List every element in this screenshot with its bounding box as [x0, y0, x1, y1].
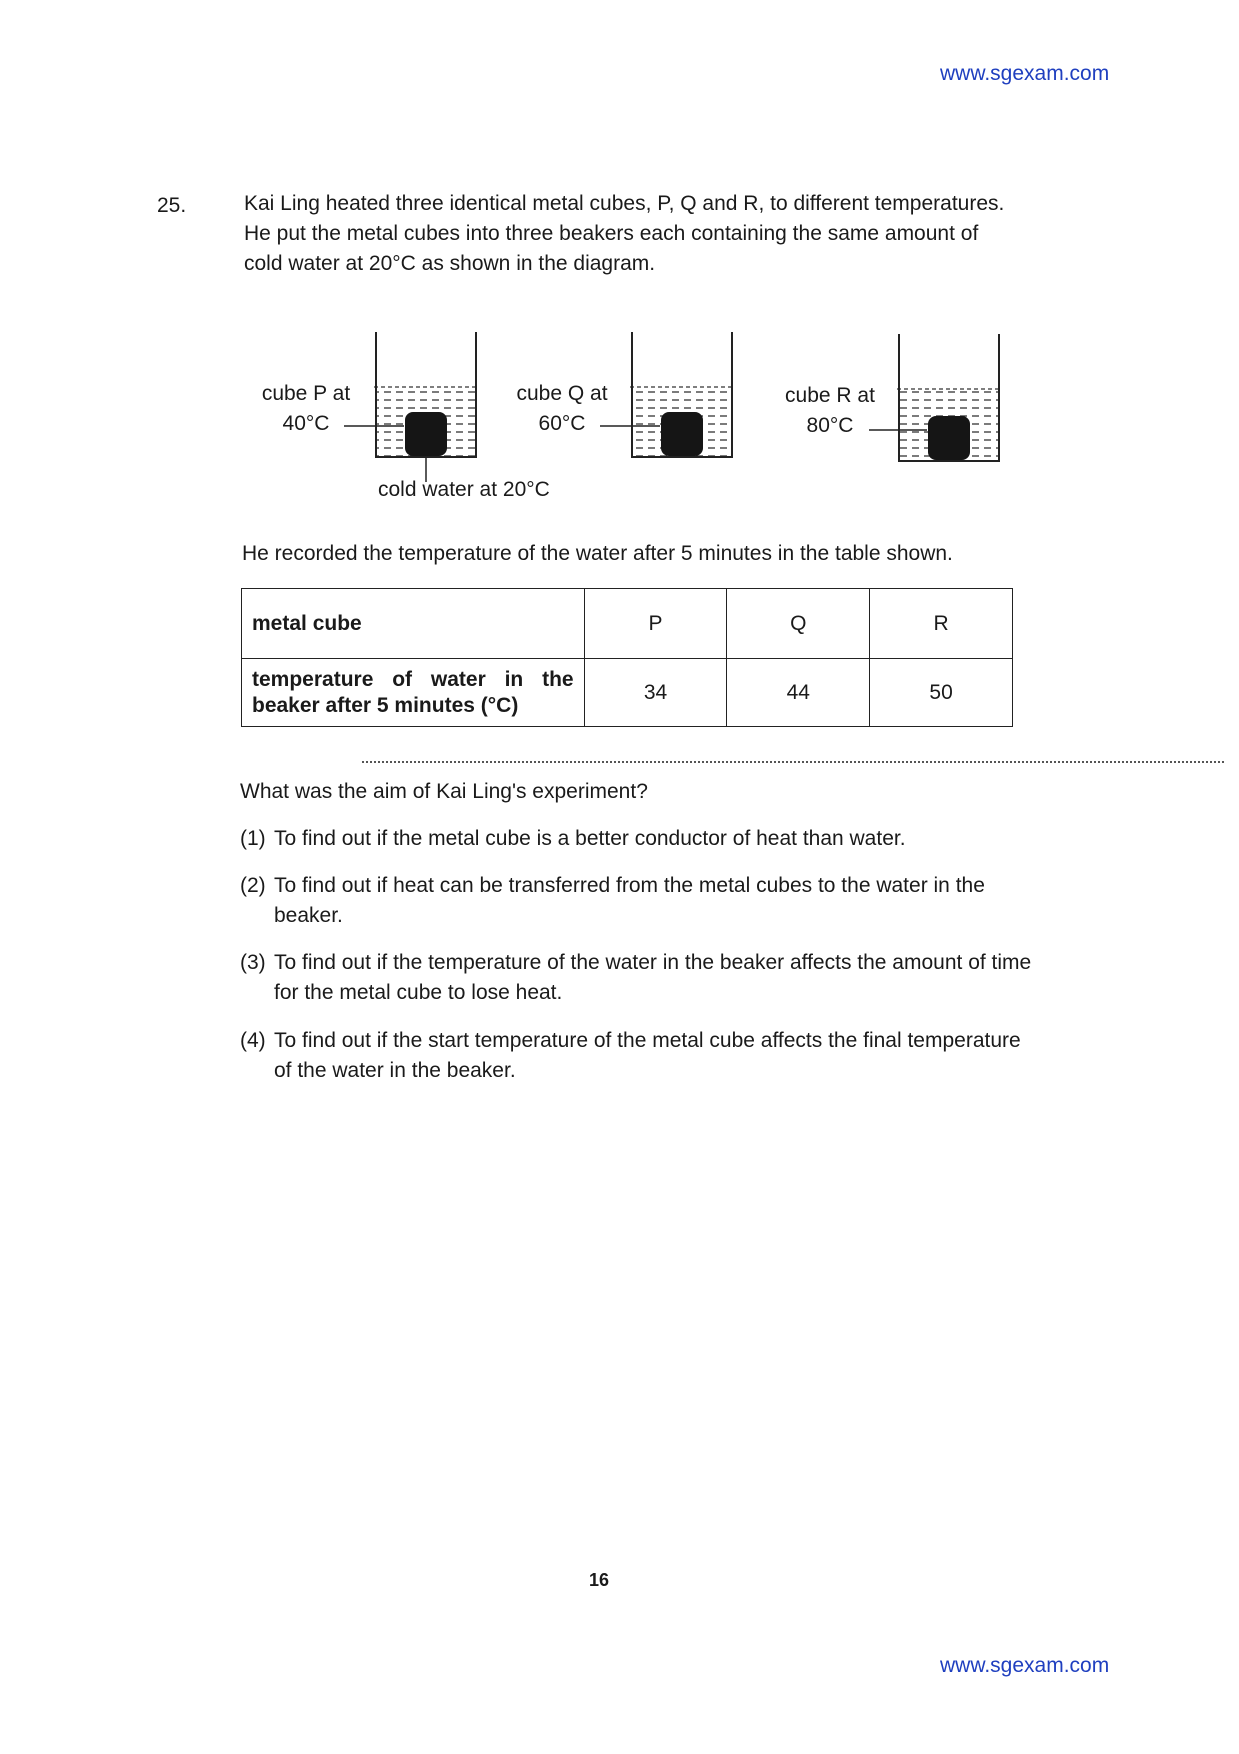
label-cube-r-line1: cube R at	[785, 384, 875, 407]
option-1[interactable]	[240, 824, 1060, 856]
option-3-number: (3)	[240, 951, 266, 974]
results-table	[241, 588, 1013, 727]
cell-cube-p: P	[584, 589, 727, 659]
row-header-temperature	[242, 659, 585, 727]
cube-q	[661, 412, 703, 456]
option-4-number: (4)	[240, 1029, 266, 1052]
option-4-text: To find out if the start temperature of the metal cube affects the final temperature of the water in the beaker.	[274, 1029, 1021, 1082]
beaker-r	[869, 334, 1001, 461]
question-line-2: He put the metal cubes into three beakers each containing the same amount of	[244, 222, 979, 245]
label-cube-q-line2: 60°C	[538, 412, 586, 435]
option-2-text: To find out if heat can be transferred from the metal cubes to the water in the beaker.	[274, 874, 985, 927]
beakers-diagram	[0, 300, 1239, 530]
option-1-text: To find out if the metal cube is a better conductor of heat than water.	[274, 827, 906, 850]
row-header-metal-cube: metal cube	[242, 589, 585, 659]
label-cube-r	[780, 381, 880, 441]
cell-temp-q: 44	[727, 659, 870, 727]
footer-site-link[interactable]: www.sgexam.com	[940, 1654, 1110, 1677]
page-number: 16	[589, 1570, 610, 1590]
question-text	[244, 189, 1074, 279]
label-cube-p	[256, 379, 356, 439]
label-cube-p-line2: 40°C	[282, 412, 330, 435]
cube-p	[405, 412, 447, 456]
label-cube-q	[512, 379, 612, 439]
option-1-number: (1)	[240, 827, 266, 850]
label-cube-r-line2: 80°C	[806, 414, 854, 437]
beaker-q	[600, 332, 734, 457]
row-header-temperature-line1: temperature of water in the	[252, 667, 574, 691]
question-prompt: What was the aim of Kai Ling's experiment?	[240, 780, 648, 803]
header-site-link[interactable]: www.sgexam.com	[940, 62, 1110, 85]
table-intro: He recorded the temperature of the water after 5 minutes in the table shown.	[242, 542, 953, 565]
table-row	[242, 659, 1013, 727]
cell-temp-p: 34	[584, 659, 727, 727]
label-cold-water: cold water at 20°C	[378, 478, 550, 501]
option-3[interactable]	[240, 948, 1060, 1010]
option-2-number: (2)	[240, 874, 266, 897]
question-number: 25.	[157, 194, 187, 217]
label-cube-p-line1: cube P at	[261, 382, 351, 405]
option-2[interactable]	[240, 871, 1060, 933]
label-cube-q-line1: cube Q at	[516, 382, 608, 405]
row-header-temperature-line2: beaker after 5 minutes (°C)	[252, 693, 519, 717]
dotted-separator	[362, 761, 1224, 763]
cell-cube-r: R	[870, 589, 1013, 659]
table-row	[242, 589, 1013, 659]
option-3-text: To find out if the temperature of the water in the beaker affects the amount of time for the metal cube to lose heat.	[274, 951, 1032, 1004]
question-line-1: Kai Ling heated three identical metal cubes, P, Q and R, to different temperatures.	[244, 192, 1005, 215]
cube-r	[928, 416, 970, 460]
cell-temp-r: 50	[870, 659, 1013, 727]
question-line-3: cold water at 20°C as shown in the diagram.	[244, 252, 656, 275]
beaker-p	[344, 332, 478, 482]
option-4[interactable]	[240, 1026, 1060, 1088]
cell-cube-q: Q	[727, 589, 870, 659]
